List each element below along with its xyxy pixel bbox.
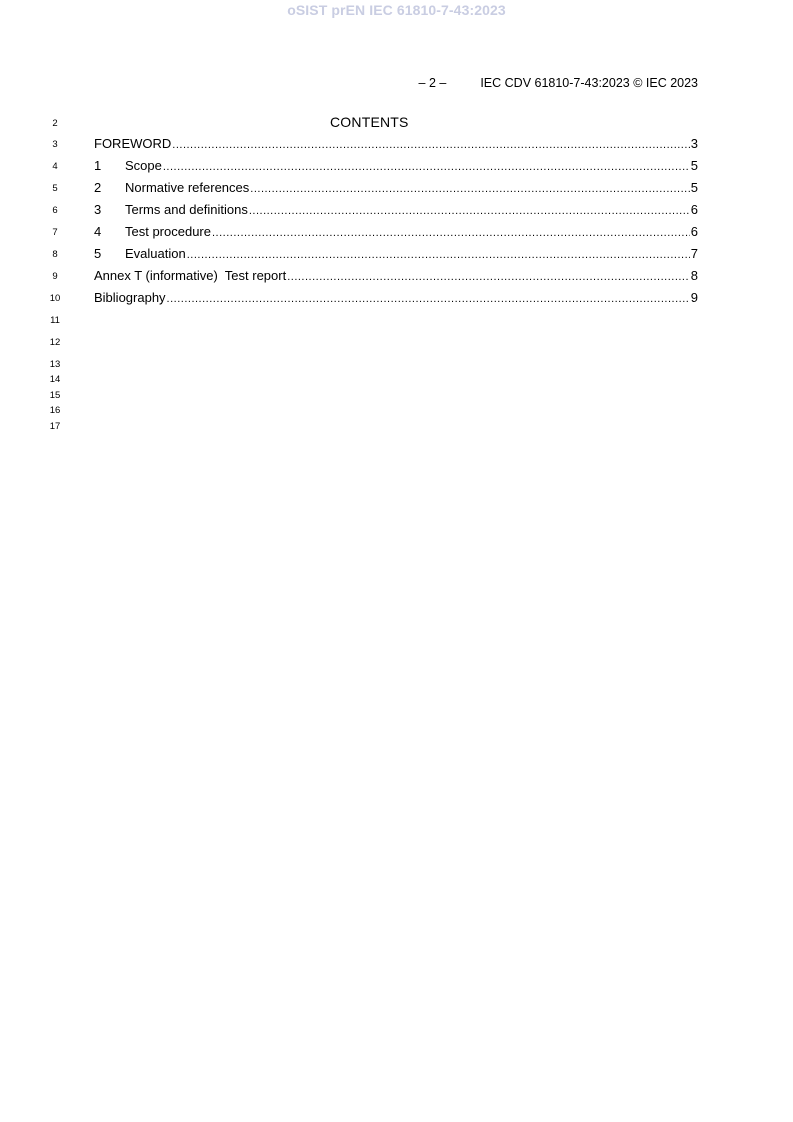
toc-entry-bibliography[interactable] [94,289,698,307]
toc-entry-foreword[interactable] [94,135,698,153]
toc-clause-number: 4 [94,224,102,239]
line-number: 9 [52,271,58,282]
toc-page-number: 5 [690,180,698,195]
toc-dot-leader [172,136,689,154]
document-identifier: IEC CDV 61810-7-43:2023 © IEC 2023 [480,76,698,90]
line-number: 10 [49,293,61,304]
toc-dot-leader [163,158,690,176]
toc-entry-evaluation[interactable] [94,245,698,263]
toc-entry-terms-and-definitions[interactable] [94,201,698,219]
toc-dot-leader [249,202,690,220]
line-number: 17 [49,421,61,432]
toc-page-number: 7 [690,246,698,261]
toc-clause-number: 2 [94,180,102,195]
contents-heading: CONTENTS [330,114,409,130]
line-number: 3 [52,139,58,150]
line-number: 2 [52,118,58,129]
toc-entry-title: Evaluation [125,246,186,261]
toc-dot-leader [212,224,690,242]
toc-dot-leader [250,180,689,198]
page-number: – 2 – [418,76,447,90]
line-number: 8 [52,249,58,260]
line-number: 4 [52,161,58,172]
line-number: 6 [52,205,58,216]
toc-entry-title: Terms and definitions [125,202,248,217]
toc-entry-scope[interactable] [94,157,698,175]
toc-entry-normative-references[interactable] [94,179,698,197]
line-number: 16 [49,405,61,416]
toc-page-number: 6 [690,224,698,239]
toc-entry-title: FOREWORD [94,136,172,151]
toc-entry-title: Bibliography [94,290,166,305]
toc-page-number: 8 [690,268,698,283]
toc-entry-test-procedure[interactable] [94,223,698,241]
watermark-text: oSIST prEN IEC 61810-7-43:2023 [287,2,506,18]
toc-page-number: 6 [690,202,698,217]
toc-page-number: 3 [690,136,698,151]
toc-clause-number: 1 [94,158,102,173]
line-number: 13 [49,359,61,370]
toc-dot-leader [167,290,690,308]
line-number: 11 [50,315,60,326]
line-number: 5 [52,183,58,194]
line-number: 15 [49,390,61,401]
toc-clause-number: 3 [94,202,102,217]
toc-clause-number: 5 [94,246,102,261]
toc-entry-title: Test procedure [125,224,211,239]
line-number: 7 [52,227,58,238]
toc-dot-leader [187,246,690,264]
toc-entry-title: Scope [125,158,162,173]
line-number: 14 [49,374,61,385]
toc-dot-leader [287,268,690,286]
toc-entry-title: Normative references [125,180,250,195]
line-number: 12 [49,337,61,348]
toc-entry-annex-t[interactable] [94,267,698,285]
toc-page-number: 5 [690,158,698,173]
toc-page-number: 9 [690,290,698,305]
running-header [0,76,698,90]
toc-entry-title: Annex T (informative) Test report [94,268,287,283]
